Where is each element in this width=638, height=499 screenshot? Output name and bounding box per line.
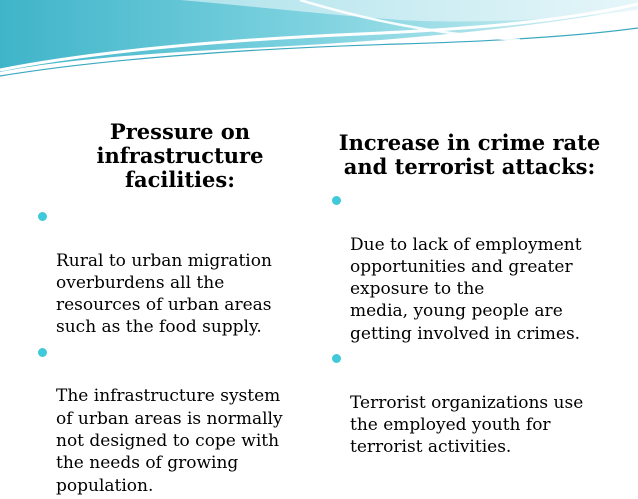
- header-wave-decoration: [0, 0, 638, 80]
- right-bullet-list: [330, 189, 615, 461]
- bullet-icon: [332, 354, 341, 363]
- left-bullet-list: [36, 205, 306, 499]
- list-item: [330, 347, 615, 458]
- list-item: [36, 205, 306, 339]
- list-item: [330, 189, 615, 345]
- bullet-icon: [38, 348, 47, 357]
- left-heading: Pressure on infrastructure facilities:: [96, 119, 264, 192]
- bullet-text: The infrastructure system of urban areas is normally not designed to cope with the needs of growing population.: [56, 386, 283, 496]
- bullet-text: Due to lack of employment opportunities and greater exposure to the media, young people are getting involved in crimes.: [350, 234, 582, 344]
- bullet-icon: [38, 212, 47, 221]
- right-heading: Increase in crime rate and terrorist attacks:: [338, 130, 601, 179]
- bullet-text: Rural to urban migration overburdens all the resources of urban areas such as the food supply.: [56, 250, 272, 338]
- bullet-text: Terrorist organizations use the employed youth for terrorist activities.: [350, 392, 584, 458]
- list-item: [36, 341, 306, 497]
- bullet-icon: [332, 196, 341, 205]
